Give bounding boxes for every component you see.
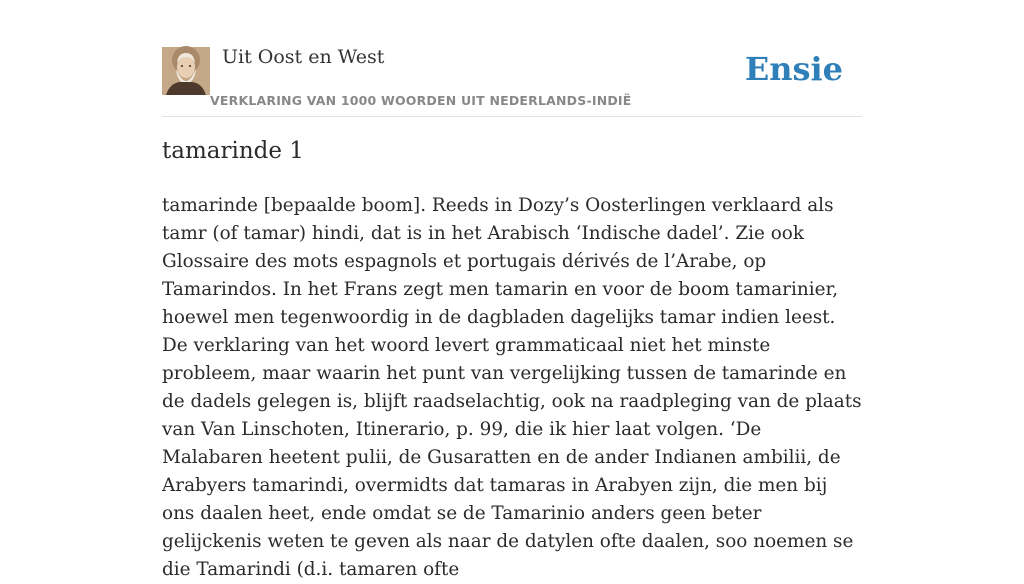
source-title[interactable]: Uit Oost en West — [222, 46, 385, 68]
site-header — [162, 44, 862, 117]
entry-title: tamarinde 1 — [162, 138, 304, 164]
portrait-avatar-icon — [162, 47, 210, 95]
ensie-logo-link[interactable]: Ensie — [744, 50, 843, 88]
author-avatar[interactable] — [162, 47, 210, 95]
entry-body: tamarinde [bepaalde boom]. Reeds in Dozy’s Oosterlingen verklaard als tamr (of tamar) hindi, dat is in het Arabisch ‘Indische dadel’. Zie ook Glossaire des mots espagnols et portugais dérivés de l’Arabe, op Tamarindos. In het Frans zegt men tamarin en voor de boom tamarinier, hoewel men tegenwoordig in de dagbladen dagelijks tamar indien leest. De verklaring van het woord levert grammaticaal niet het minste probleem, maar waarin het punt van vergelijking tussen de tamarinde en de dadels gelegen is, blijft raadselachtig, ook na raadpleging van de plaats van Van Linschoten, Itinerario, p. 99, die ik hier laat volgen. ‘De Malabaren heetent pulii, de Gusaratten en de ander Indianen ambilii, de Arabyers tamarindi, overmidts dat tamaras in Arabyen zijn, die men bij ons daalen heet, ende omdat se de Tamarinio anders geen beter gelijckenis weten te geven als naar de datylen ofte daalen, soo noemen se die Tamarindi (d.i. tamaren ofte — [162, 195, 862, 580]
source-subtitle[interactable]: VERKLARING VAN 1000 WOORDEN UIT NEDERLANDS-INDIË — [210, 93, 632, 108]
